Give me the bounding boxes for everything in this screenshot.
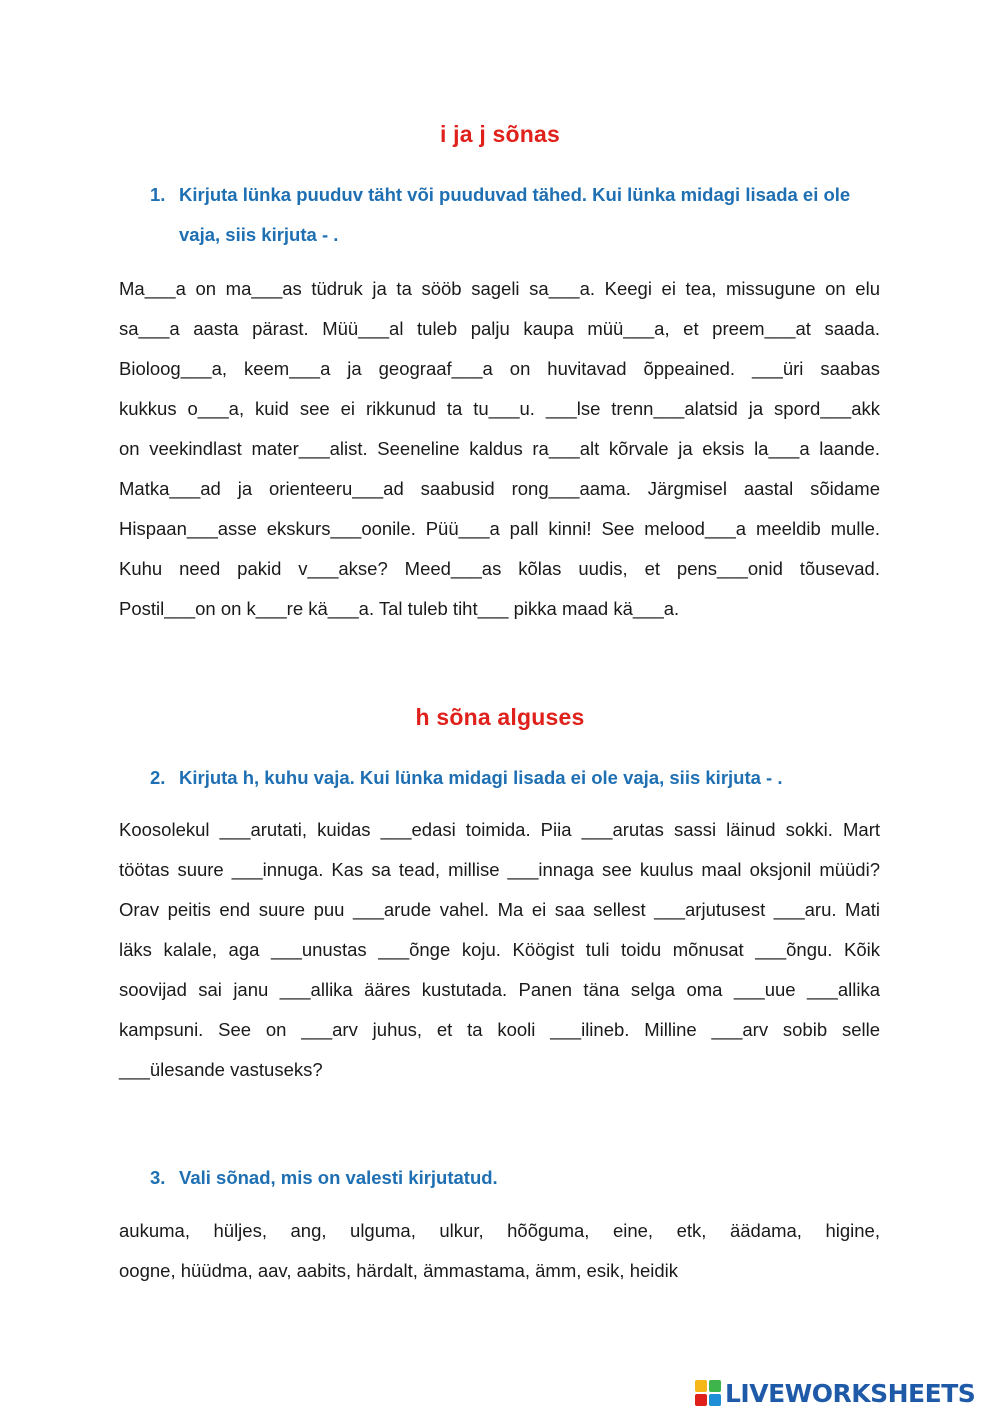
logo-square-yellow [695, 1380, 707, 1392]
logo-text: LIVEWORKSHEETS [725, 1378, 976, 1408]
section2-line: kampsuni. See on ___arv juhus, et ta kooli ___ilineb. Milline ___arv sobib selle [119, 1019, 880, 1040]
section1-line: on veekindlast mater___alist. Seeneline kaldus ra___alt kõrvale ja eksis la___a laande. [119, 438, 880, 459]
section1-line: Ma___a on ma___as tüdruk ja ta sööb sageli sa___a. Keegi ei tea, missugune on elu [119, 278, 880, 299]
section2-line: ___ülesande vastuseks? [119, 1059, 323, 1080]
section1-line: Bioloog___a, keem___a ja geograaf___a on huvitavad õppeained. ___üri saabas [119, 358, 880, 379]
logo-square-green [709, 1380, 721, 1392]
section2-task [150, 758, 890, 798]
section2-line: Koosolekul ___arutati, kuidas ___edasi toimida. Piia ___arutas sassi läinud sokki. Mart [119, 819, 880, 840]
section1-line: Matka___ad ja orienteeru___ad saabusid rong___aama. Järgmisel aastal sõidame [119, 478, 880, 499]
liveworksheets-logo[interactable] [695, 1378, 975, 1408]
section3-line: aukuma, hüljes, ang, ulguma, ulkur, hõõguma, eine, etk, äädama, higine, [119, 1220, 880, 1241]
section1-line: kukkus o___a, kuid see ei rikkunud ta tu___u. ___lse trenn___alatsid ja spord___akk [119, 398, 880, 419]
section2-line: Orav peitis end suure puu ___arude vahel. Ma ei saa sellest ___arjutusest ___aru. Mati [119, 899, 880, 920]
section1-title: i ja j sõnas [439, 121, 560, 147]
section3-line: oogne, hüüdma, aav, aabits, härdalt, ämmastama, ämm, esik, heidik [119, 1260, 679, 1281]
section1-paragraph [119, 269, 880, 629]
logo-square-red [695, 1394, 707, 1406]
section1-line: sa___a aasta pärast. Müü___al tuleb palju kaupa müü___a, et preem___at saada. [119, 318, 880, 339]
section2-task-text: Kirjuta h, kuhu vaja. Kui lünka midagi lisada ei ole vaja, siis kirjuta - . [179, 767, 783, 788]
section1-line: Postil___on on k___re kä___a. Tal tuleb tiht___ pikka maad kä___a. [119, 598, 680, 619]
section2-line: töötas suure ___innuga. Kas sa tead, millise ___innaga see kuulus maal oksjonil müüdi? [119, 859, 880, 880]
section3-task [150, 1158, 890, 1198]
section2-line: läks kalale, aga ___unustas ___õnge koju. Köögist tuli toidu mõnusat ___õngu. Kõik [119, 939, 880, 960]
section2-line: soovijad sai janu ___allika ääres kustutada. Panen täna selga oma ___uue ___allika [119, 979, 880, 1000]
section1-line: Kuhu need pakid v___akse? Meed___as kõlas uudis, et pens___onid tõusevad. [119, 558, 880, 579]
section1-task [150, 175, 890, 255]
section3-word-list [119, 1211, 880, 1291]
section2-title: h sõna alguses [415, 704, 585, 730]
section2-paragraph [119, 810, 880, 1090]
section1-task-number: 1. [150, 184, 166, 205]
section1-task-text: Kirjuta lünka puuduv täht või puuduvad tähed. Kui lünka midagi lisada ei ole vaja, siis kirjuta - . [179, 184, 851, 245]
liveworksheets-icon [695, 1380, 721, 1406]
section1-line: Hispaan___asse ekskurs___oonile. Püü___a pall kinni! See melood___a meeldib mulle. [119, 518, 880, 539]
section3-task-number: 3. [150, 1167, 166, 1188]
section2-task-number: 2. [150, 767, 166, 788]
logo-square-blue [709, 1394, 721, 1406]
section3-task-text: Vali sõnad, mis on valesti kirjutatud. [179, 1167, 498, 1188]
